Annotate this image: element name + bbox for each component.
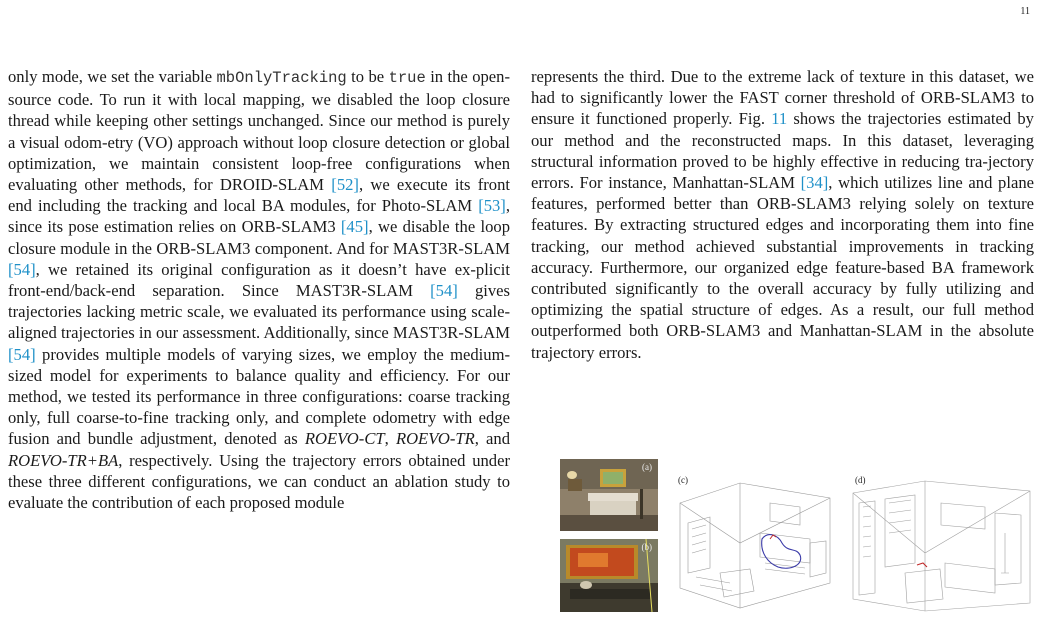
edge-map-c	[670, 473, 840, 613]
scene-image-a	[560, 459, 658, 531]
figure-link-11[interactable]: 11	[771, 109, 788, 129]
citation-link-54[interactable]: [54]	[430, 281, 458, 301]
config-name: ROEVO-TR	[395, 429, 475, 449]
scene-image-b	[560, 539, 658, 612]
panel-label-a: (a)	[642, 462, 652, 472]
citation-link-53[interactable]: [53]	[478, 196, 506, 216]
page-number: 11	[1020, 6, 1030, 17]
panel-label-b: (b)	[641, 542, 652, 552]
figure-11	[560, 459, 1034, 615]
edge-map-d	[845, 473, 1034, 613]
citation-link-52[interactable]: [52]	[331, 175, 359, 195]
right-text-column	[531, 66, 1034, 363]
config-name: ROEVO-CT	[304, 429, 385, 449]
citation-link-54[interactable]: [54]	[8, 259, 36, 279]
code-mbOnlyTracking: mbOnlyTracking	[216, 69, 347, 87]
left-text-column	[8, 66, 510, 513]
citation-link-45[interactable]: [45]	[340, 217, 369, 237]
citation-link-54[interactable]: [54]	[8, 344, 36, 364]
left-paragraph: only mode, we set the variable mbOnlyTracking to be true in the open-source code. To run it with local mapping, we disabled the loop closure thread while keeping other settings unchanged. Since our method is purely a visual odom-etry (VO) approach without loop closure detection or global optimization, we maintain consistent loop-free configurations when evaluating other methods, for DROID-SLAM [52], we execute its front end including the tracking and local BA modules, for Photo-SLAM [53], since its pose estimation relies on ORB-SLAM3 [45], we disable the loop closure module in the ORB-SLAM3 component. And for MAST3R-SLAM [54], we retained its original configuration as it doesn’t have ex-plicit front-end/back-end separation. Since MAST3R-SLAM [54] gives trajectories lacking metric scale, we evaluated its performance using scale-aligned trajectories in our assessment. Additionally, since MAST3R-SLAM [54] provides multiple models of varying sizes, we employ the medium-sized model for experiments to balance quality and efficiency. For our method, we tested its performance in three configurations: coarse tracking only, full coarse-to-fine tracking only, and complete odometry with edge fusion and bundle adjustment, denoted as ROEVO-CT, ROEVO-TR, and ROEVO-TR+BA, respectively. Using the trajectory errors obtained under these three different configurations, we can conduct an ablation study to evaluate the contribution of each proposed module	[8, 67, 510, 513]
panel-label-d: (d)	[855, 475, 866, 485]
panel-label-c: (c)	[678, 475, 688, 485]
citation-link-34[interactable]: [34]	[800, 173, 829, 193]
trajectory-other	[917, 563, 927, 567]
config-name: ROEVO-TR+BA	[8, 450, 119, 470]
right-paragraph: represents the third. Due to the extreme lack of texture in this dataset, we had to significantly lower the FAST corner threshold of ORB-SLAM3 to ensure it functioned properly. Fig. 11 shows the trajectories estimated by our method and the reconstructed maps. In this dataset, leveraging structural information proved to be highly effective in reducing tra-jectory errors. For instance, Manhattan-SLAM [34], which utilizes line and plane features, performed better than ORB-SLAM3 relying solely on texture features. By extracting structured edges and incorporating them into fine tracking, our method achieved substantial improvements in tracking accuracy. Furthermore, our organized edge feature-based BA framework contributed significantly to the overall accuracy by fully utilizing and optimizing the spatial structure of edges. As a result, our full method outperformed both ORB-SLAM3 and Manhattan-SLAM in the absolute trajectory errors.	[531, 67, 1034, 362]
code-true: true	[388, 69, 426, 87]
